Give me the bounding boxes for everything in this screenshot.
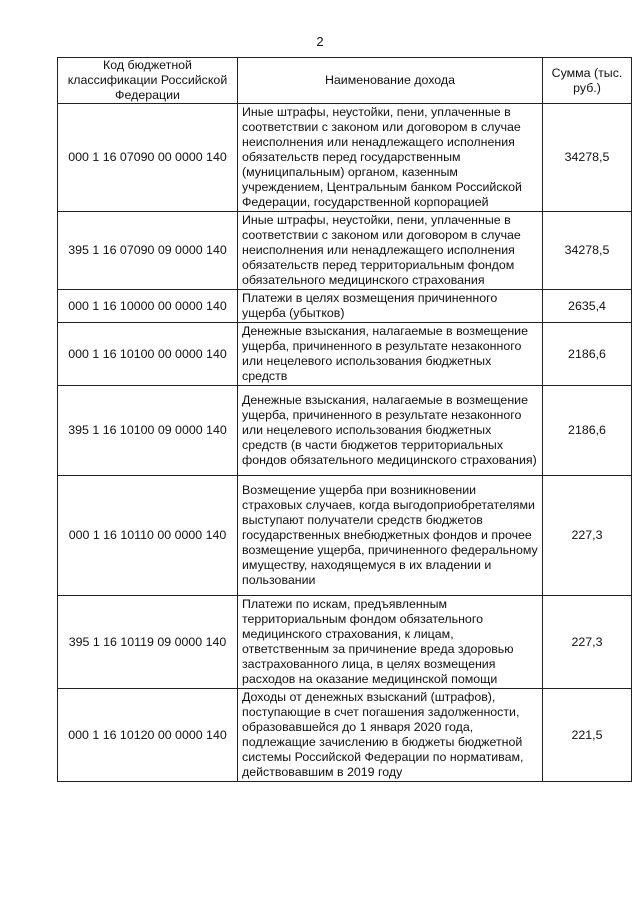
table-row <box>58 212 632 290</box>
amount-cell: 227,3 <box>543 596 632 689</box>
header-amount: Сумма (тыс. руб.) <box>543 58 632 104</box>
revenue-name-cell: Платежи в целях возмещения причиненного ущерба (убытков) <box>238 290 543 323</box>
revenue-name-cell: Денежные взыскания, налагаемые в возмещение ущерба, причиненного в результате незаконного или нецелевого использования бюджетных средств <box>238 323 543 386</box>
table-header-row <box>58 58 632 104</box>
table-row <box>58 290 632 323</box>
table-row <box>58 689 632 782</box>
revenue-name-cell: Возмещение ущерба при возникновении страховых случаев, когда выгодоприобретателями выступают получатели средств бюджетов государственных внебюджетных фондов и прочее возмещение ущерба, причиненного федеральному имуществу, находящемуся в их владении и пользовании <box>238 476 543 596</box>
table-row <box>58 596 632 689</box>
amount-cell: 34278,5 <box>543 104 632 212</box>
page-number: 2 <box>316 34 324 49</box>
revenue-name-cell: Денежные взыскания, налагаемые в возмещение ущерба, причиненного в результате незаконного или нецелевого использования бюджетных средств (в части бюджетов территориальных фондов обязательного медицинского страхования) <box>238 386 543 476</box>
budget-code-cell: 395 1 16 10100 09 0000 140 <box>58 386 238 476</box>
budget-code-cell: 000 1 16 07090 00 0000 140 <box>58 104 238 212</box>
table-row <box>58 386 632 476</box>
revenue-name-cell: Иные штрафы, неустойки, пени, уплаченные в соответствии с законом или договором в случае неисполнения или ненадлежащего исполнения обязательств перед территориальным фондом обязательного медицинского страхования <box>238 212 543 290</box>
budget-code-cell: 000 1 16 10100 00 0000 140 <box>58 323 238 386</box>
header-revenue-name: Наименование дохода <box>238 58 543 104</box>
amount-cell: 227,3 <box>543 476 632 596</box>
budget-code-cell: 000 1 16 10110 00 0000 140 <box>58 476 238 596</box>
revenue-name-cell: Доходы от денежных взысканий (штрафов), поступающие в счет погашения задолженности, образовавшейся до 1 января 2020 года, подлежащие зачислению в бюджеты бюджетной системы Российской Федерации по нормативам, действовавшим в 2019 году <box>238 689 543 782</box>
revenue-table <box>57 57 632 782</box>
amount-cell: 2186,6 <box>543 323 632 386</box>
header-budget-code: Код бюджетной классификации Российской Федерации <box>58 58 238 104</box>
amount-cell: 34278,5 <box>543 212 632 290</box>
budget-code-cell: 395 1 16 10119 09 0000 140 <box>58 596 238 689</box>
revenue-name-cell: Платежи по искам, предъявленным территориальным фондом обязательного медицинского страхования, к лицам, ответственным за причинение вреда здоровью застрахованного лица, в целях возмещения расходов на оказание медицинской помощи <box>238 596 543 689</box>
table-row <box>58 104 632 212</box>
amount-cell: 2186,6 <box>543 386 632 476</box>
table-row <box>58 476 632 596</box>
revenue-name-cell: Иные штрафы, неустойки, пени, уплаченные в соответствии с законом или договором в случае неисполнения или ненадлежащего исполнения обязательств перед государственным (муниципальным) органом, казенным учреждением, Центральным банком Российской Федерации, государственной корпорацией <box>238 104 543 212</box>
budget-code-cell: 395 1 16 07090 09 0000 140 <box>58 212 238 290</box>
budget-code-cell: 000 1 16 10000 00 0000 140 <box>58 290 238 323</box>
budget-code-cell: 000 1 16 10120 00 0000 140 <box>58 689 238 782</box>
amount-cell: 221,5 <box>543 689 632 782</box>
amount-cell: 2635,4 <box>543 290 632 323</box>
table-row <box>58 323 632 386</box>
